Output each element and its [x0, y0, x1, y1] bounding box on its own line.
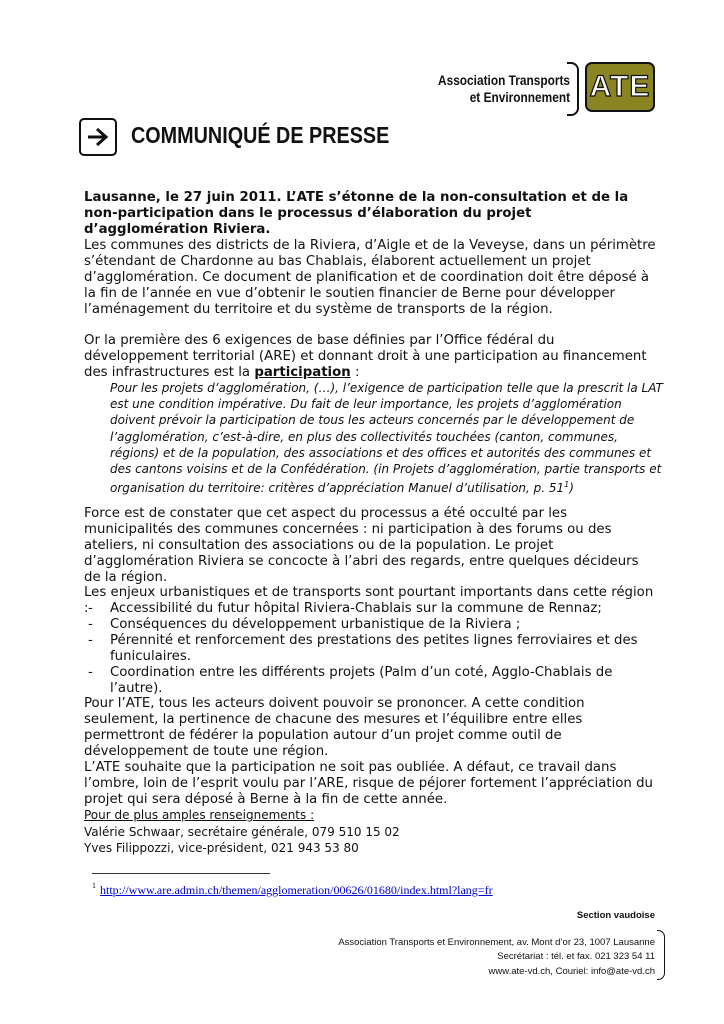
- list-item: [84, 617, 659, 633]
- lead-paragraph: Lausanne, le 27 juin 2011. L’ATE s’étonne de la non-consultation et de la non-participation dans le processus d’élaboration du projet d’agglomération Riviera.: [84, 190, 629, 237]
- ate-logo: [585, 62, 655, 112]
- footer-address: [338, 936, 655, 979]
- footer-line-1: Association Transports et Environnement, av. Mont d’or 23, 1007 Lausanne: [338, 937, 655, 948]
- paragraph-issues-intro: Les enjeux urbanistiques et de transports sont pourtant importants dans cette région :: [84, 585, 654, 616]
- list-dash: -: [88, 665, 93, 680]
- paragraph-intro: Les communes des districts de la Riviera, d’Aigle et de la Veveyse, dans un périmètre s’étendant de Chardonne au bas Chablais, élaborent actuellement un projet d’agglomération. Ce document de planification et de coordination doit être déposé à la fin de l’année en vue d’obtenir le soutien financier de Berne pour développer l’aménagement du territoire et du système de transports de la région.: [84, 238, 656, 317]
- footer-line-2: Secrétariat : tél. et fax. 021 323 54 11: [497, 951, 655, 963]
- org-name: [438, 72, 570, 106]
- ate-logo-text: ATE: [589, 70, 651, 103]
- list-item-text: Conséquences du développement urbanistique de la Riviera ;: [110, 617, 521, 632]
- list-dash: -: [88, 601, 93, 616]
- quote-block: [110, 380, 670, 496]
- list-item-text: Pérennité et renforcement des prestations des petites lignes ferroviaires et des funiculaires.: [110, 633, 638, 664]
- logo-bracket: [567, 62, 579, 116]
- colon: :: [350, 365, 360, 380]
- paragraph-requirements-text: Or la première des 6 exigences de base définies par l’Office fédéral du développement territorial (ARE) et donnant droit à une participation au financement des infrastructures est la: [84, 333, 647, 380]
- paragraph-conclusion-b: L’ATE souhaite que la participation ne soit pas oubliée. A défaut, ce travail dans l’ombre, loin de l’esprit voulu par l’ARE, risque de péjorer fortement l’appréciation du projet qui sera déposé à Berne à la fin de cette année.: [84, 760, 653, 807]
- footnote: [92, 881, 493, 898]
- contact-line-2: Yves Filippozzi, vice-président, 021 943 53 80: [84, 841, 359, 855]
- list-dash: -: [88, 617, 93, 632]
- org-name-line1: Association Transports: [437, 73, 570, 88]
- contact-block: [84, 807, 659, 857]
- org-name-line2: et Environnement: [469, 90, 570, 105]
- quote-text: Pour les projets d’agglomération, (…), l’exigence de participation telle que la prescrit la LAT est une condition impérative. Du fait de leur importance, les projets d’agglomération doivent prévoir la participation de tous les acteurs concernés par le développement de l’agglomération, c’est-à-dire, en plus des collectivités touchées (canton, communes, régions) et de la population, des associations et des offices et autorités des communes et des cantons voisins et de la Confédération. (in Projets d’agglomération, partie transports et organisation du territoire: critères d’appréciation Manuel d’utilisation, p. 51: [110, 381, 663, 496]
- footnote-link[interactable]: http://www.are.admin.ch/themen/agglomeration/00626/01680/index.html?lang=fr: [100, 883, 493, 897]
- footer-line-3: www.ate-vd.ch, Couriel: info@ate-vd.ch: [488, 965, 655, 977]
- list-dash: -: [88, 633, 93, 648]
- footnote-number: 1: [92, 881, 96, 890]
- list-item-text: Coordination entre les différents projets (Palm d’un coté, Agglo-Chablais de l’autre).: [110, 665, 613, 696]
- participation-keyword: participation: [254, 365, 351, 380]
- list-item: [84, 601, 659, 617]
- quote-end: ): [569, 481, 574, 496]
- list-item: [84, 633, 659, 665]
- contact-line-1: Valérie Schwaar, secrétaire générale, 079 510 15 02: [84, 824, 400, 839]
- paragraph-observation: Force est de constater que cet aspect du processus a été occulté par les municipalités des communes concernées : ni participation à des forums ou des ateliers, ni consultation des associations ou de la population. Le projet d’agglomération Riviera se concocte à l’abri des regards, entre quelques décideurs de la région.: [84, 506, 639, 585]
- footer-bracket: [657, 930, 665, 980]
- issues-list: [84, 601, 659, 697]
- footnote-ref: 1: [564, 480, 570, 490]
- paragraph-conclusion-a: Pour l’ATE, tous les acteurs doivent pouvoir se prononcer. A cette condition seulement, la pertinence de chacune des mesures et l’équilibre entre elles permettront de fédérer la population autour d’un projet comme outil de développement de toute une région.: [84, 696, 585, 759]
- footnote-divider: [92, 873, 270, 874]
- contact-heading: Pour de plus amples renseignements :: [84, 808, 315, 822]
- paragraph-conclusion: [84, 696, 659, 808]
- arrow-right-icon: [79, 118, 117, 156]
- section-label: Section vaudoise: [576, 910, 655, 921]
- list-item-text: Accessibilité du futur hôpital Riviera-Chablais sur la commune de Rennaz;: [110, 601, 602, 616]
- paragraph-requirements: [84, 333, 659, 381]
- page-title: COMMUNIQUÉ DE PRESSE: [131, 122, 390, 148]
- list-item: [84, 665, 659, 697]
